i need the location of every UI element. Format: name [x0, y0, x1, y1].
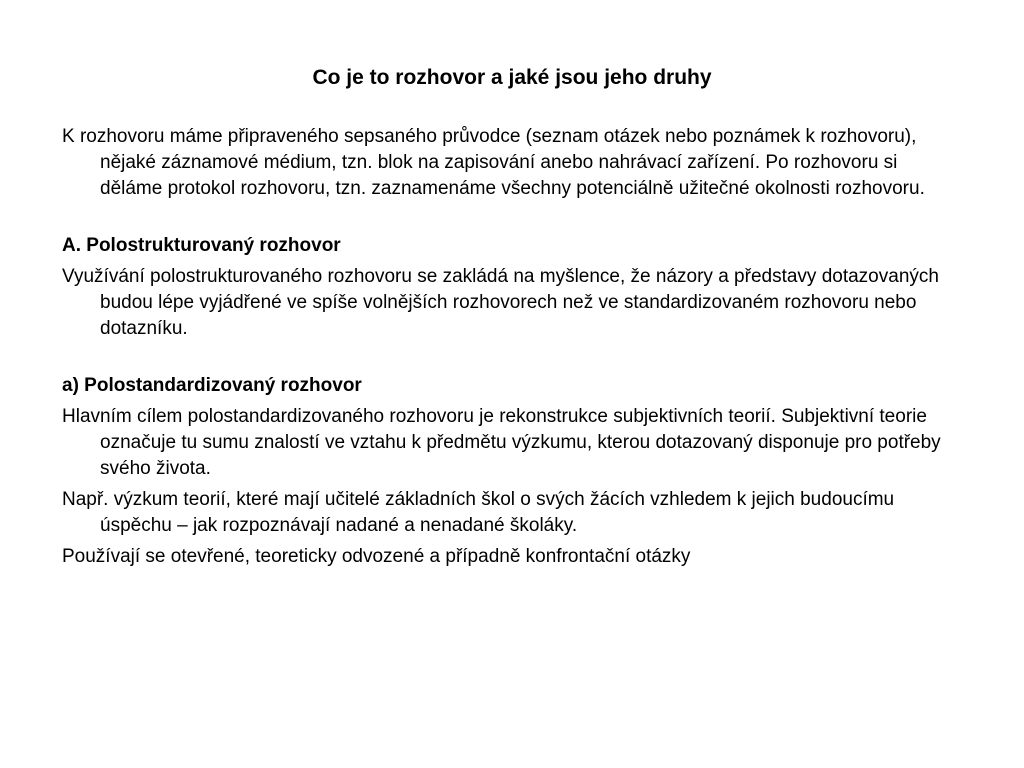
intro-paragraph: K rozhovoru máme připraveného sepsaného průvodce (seznam otázek nebo poznámek k rozhovoru), nějaké záznamové médium, tzn. blok na zapisování anebo nahrávací zařízení. Po rozhovoru si děláme protokol rozhovoru, tzn. zaznamenáme všechny potenciálně užitečné okolnosti rozhovoru.: [62, 126, 925, 199]
subsection-a-paragraph-3: Používají se otevřené, teoreticky odvozené a případně konfrontační otázky: [62, 546, 691, 567]
section-a-paragraph: Využívání polostrukturovaného rozhovoru se zakládá na myšlence, že názory a představy dotazovaných budou lépe vyjádřené ve spíše volnějších rozhovorech než ve standardizovaném rozhovoru nebo dotazníku.: [62, 266, 939, 339]
subsection-a-paragraph-1: Hlavním cílem polostandardizovaného rozhovoru je rekonstrukce subjektivních teorií. Subjektivní teorie označuje tu sumu znalostí ve vztahu k předmětu výzkumu, kterou dotazovaný disponuje pro potřeby svého života.: [62, 406, 941, 479]
subsection-a-heading: a) Polostandardizovaný rozhovor: [62, 375, 362, 396]
section-a-heading: A. Polostrukturovaný rozhovor: [62, 235, 341, 256]
subsection-a-paragraph-2: Např. výzkum teorií, které mají učitelé základních škol o svých žácích vzhledem k jejich budoucímu úspěchu – jak rozpoznávají nadané a nenadané školáky.: [62, 489, 895, 536]
spacer: [62, 207, 962, 233]
slide-title: Co je to rozhovor a jaké jsou jeho druhy: [312, 66, 712, 89]
slide-content: [62, 124, 962, 575]
spacer: [62, 347, 962, 373]
